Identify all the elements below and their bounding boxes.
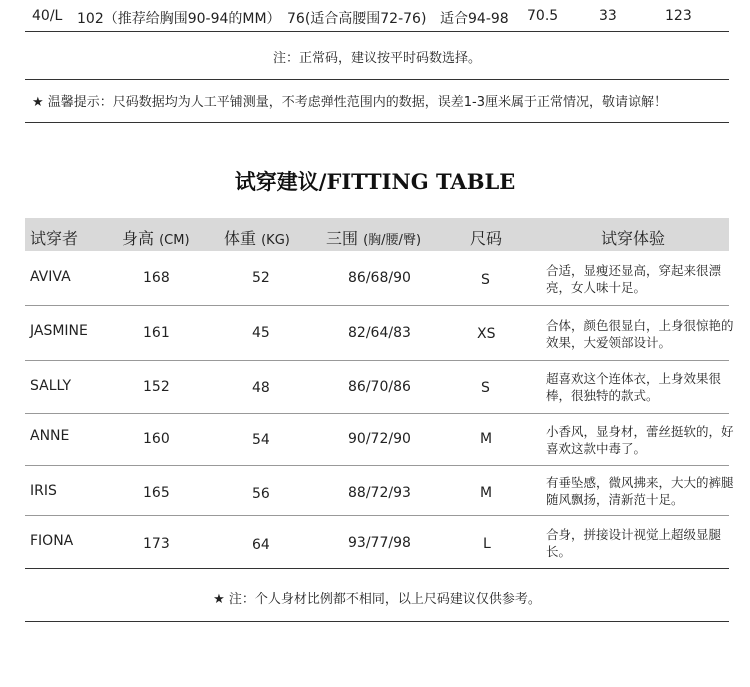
row-measurements: 90/72/90 — [348, 431, 411, 447]
row-measurements: 86/70/86 — [348, 379, 411, 395]
title-english: FITTING TABLE — [326, 169, 516, 194]
row-size: L — [483, 536, 491, 552]
header-weight — [224, 226, 290, 249]
row-divider — [25, 465, 729, 466]
row-experience: 合身，拼接设计视觉上超级显腿长。 — [546, 527, 722, 559]
header-measurements — [326, 226, 421, 249]
row-name: JASMINE — [30, 323, 88, 339]
row-name: AVIVA — [30, 269, 71, 285]
row-experience: 合体，颜色很显白，上身很惊艳的效果，大爱领部设计。 — [546, 318, 734, 350]
title-chinese: 试穿建议/ — [234, 170, 327, 194]
header-weight-label: 体重 — [224, 229, 257, 248]
row-weight: 64 — [252, 537, 270, 553]
note-divider — [25, 79, 729, 80]
row-divider — [25, 515, 729, 516]
row-experience: 小香风，显身材，蕾丝挺软的，好喜欢这款中毒了。 — [546, 424, 734, 456]
footer-note: ★ 注：个人身材比例都不相同，以上尺码建议仅供参考。 — [213, 592, 541, 607]
row-weight: 52 — [252, 270, 270, 286]
header-measure-label: 三围 — [326, 229, 359, 248]
row-size: S — [481, 272, 490, 288]
top-row-length: 70.5 — [527, 8, 559, 24]
fitting-table-title — [0, 166, 750, 196]
row-height: 168 — [143, 270, 170, 286]
row-name: SALLY — [30, 378, 72, 394]
row-height: 152 — [143, 379, 170, 395]
row-divider — [25, 360, 729, 361]
header-tester: 试穿者 — [30, 229, 79, 248]
top-row-bust: 102（推荐给胸围90-94的MM） — [77, 11, 281, 27]
row-size: M — [480, 485, 493, 501]
row-experience: 超喜欢这个连体衣，上身效果很棒，很独特的款式。 — [546, 371, 722, 403]
row-weight: 56 — [252, 486, 270, 502]
row-experience: 合适，显瘦还显高，穿起来很漂亮，女人味十足。 — [546, 263, 722, 295]
top-row-shoulder: 33 — [599, 8, 617, 24]
footer-divider — [25, 621, 729, 622]
header-experience: 试穿体验 — [601, 229, 666, 248]
header-size: 尺码 — [470, 229, 503, 248]
top-table-divider — [25, 31, 729, 32]
row-name: FIONA — [30, 533, 74, 549]
header-measure-unit: (胸/腰/臀) — [363, 233, 422, 248]
top-row-hip: 适合94-98 — [440, 11, 509, 27]
row-height: 165 — [143, 485, 170, 501]
header-weight-unit: (KG) — [261, 233, 290, 248]
top-row-waist: 76(适合高腰围72-76) — [287, 11, 427, 27]
row-height: 160 — [143, 431, 170, 447]
row-weight: 48 — [252, 380, 270, 396]
row-weight: 45 — [252, 325, 270, 341]
header-height — [122, 226, 190, 249]
row-experience: 有垂坠感，微风拂来，大大的裤腿随风飘扬，清新范十足。 — [546, 475, 734, 507]
row-divider — [25, 305, 729, 306]
row-measurements: 86/68/90 — [348, 270, 411, 286]
top-row-last: 123 — [665, 8, 692, 24]
row-name: IRIS — [30, 483, 57, 499]
row-height: 161 — [143, 325, 170, 341]
warm-tip: ★ 温馨提示：尺码数据均为人工平铺测量，不考虑弹性范围内的数据，误差1-3厘米属于正常情况，敬请谅解！ — [32, 95, 668, 110]
table-bottom-divider — [25, 568, 729, 569]
top-row-size: 40/L — [32, 8, 63, 24]
header-height-unit: (CM) — [159, 233, 190, 248]
row-divider — [25, 413, 729, 414]
header-height-label: 身高 — [122, 229, 155, 248]
row-size: S — [481, 380, 490, 396]
row-height: 173 — [143, 536, 170, 552]
row-size: M — [480, 431, 493, 447]
row-name: ANNE — [30, 428, 70, 444]
regular-size-note: 注：正常码，建议按平时码数选择。 — [272, 51, 481, 66]
row-measurements: 82/64/83 — [348, 325, 411, 341]
row-weight: 54 — [252, 432, 270, 448]
tip-divider — [25, 122, 729, 123]
row-measurements: 88/72/93 — [348, 485, 411, 501]
row-measurements: 93/77/98 — [348, 535, 411, 551]
row-size: XS — [477, 326, 496, 342]
